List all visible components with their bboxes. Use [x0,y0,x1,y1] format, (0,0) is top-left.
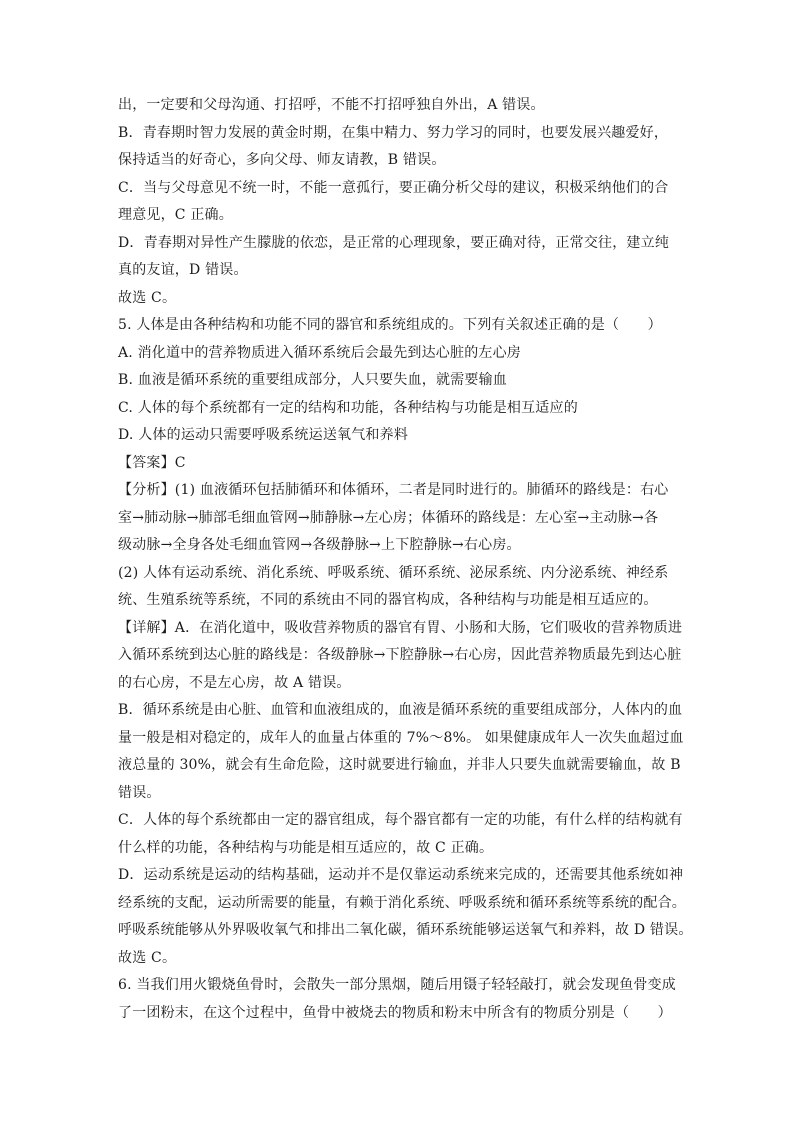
detail-line: C．人体的每个系统都由一定的器官组成，每个器官都有一定的功能，有什么样的结构就有 [118,812,683,828]
question-5-stem: 5. 人体是由各种结构和功能不同的器官和系统组成的。下列有关叙述正确的是（ ） [118,317,662,333]
detail-line: 什么样的功能，各种结构与功能是相互适应的，故 C 正确。 [118,839,494,856]
detail-line: 呼吸系统能够从外界吸收氧气和排出二氧化碳，循环系统能够运送氧气和养料，故 D 错误。 [118,922,693,938]
detail-line: D．运动系统是运动的结构基础，运动并不是仅靠运动系统来完成的，还需要其他系统如神 [118,867,684,883]
text-line: 理意见，C 正确。 [118,207,233,223]
text-line: B．青春期时智力发展的黄金时期，在集中精力、努力学习的同时，也要发展兴趣爱好， [118,124,669,141]
text-line: 出，一定要和父母沟通、打招呼，不能不打招呼独自外出，A 错误。 [118,97,545,113]
detail-line: 的右心房，不是左心房，故 A 错误。 [118,674,351,691]
analysis-line: 室→肺动脉→肺部毛细血管网→肺静脉→左心房；体循环的路线是：左心室→主动脉→各 [118,509,659,526]
text-line: C．当与父母意见不统一时，不能一意孤行，要正确分析父母的建议，积极采纳他们的合 [118,179,669,196]
question-5-option-d: D. 人体的运动只需要呼吸系统运送氧气和养料 [118,427,409,443]
analysis-line: 级动脉→全身各处毛细血管网→各级静脉→上下腔静脉→右心房。 [118,537,521,553]
detail-line: 错误。 [118,784,161,801]
text-line: 保持适当的好奇心，多向父母、师友请教，B 错误。 [118,152,446,168]
answer-line: 【答案】C [118,454,186,471]
text-line: D．青春期对异性产生朦胧的依恋，是正常的心理现象，要正确对待，正常交往，建立纯 [118,234,670,251]
text-line: 故选 C。 [118,289,177,306]
detail-line: 液总量的 30%，就会有生命危险，这时就要进行输血，并非人只要失血就需要输血，故 B [118,757,681,773]
question-6-stem: 6. 当我们用火锻烧鱼骨时，会散失一部分黑烟，随后用镊子轻轻敲打，就会发现鱼骨变成 [118,977,677,993]
detail-line: B．循环系统是由心脏、血管和血液组成的，血液是循环系统的重要组成部分，人体内的血 [118,702,683,718]
question-6-stem: 了一团粉末，在这个过程中，鱼骨中被烧去的物质和粉末中所含有的物质分别是（ ） [118,1004,672,1021]
detail-line: 入循环系统到达心脏的路线是：各级静脉→下腔静脉→右心房，因此营养物质最先到达心脏 [118,647,682,663]
document-body [118,92,696,1027]
question-5-option-a: A. 消化道中的营养物质进入循环系统后会最先到达心脏的左心房 [118,344,522,361]
text-line: 真的友谊，D 错误。 [118,262,248,278]
question-5-option-c: C. 人体的每个系统都有一定的结构和功能，各种结构与功能是相互适应的 [118,399,578,416]
detail-line: 【详解】A．在消化道中，吸收营养物质的器官有胃、小肠和大肠，它们吸收的营养物质进 [118,619,683,636]
detail-line: 经系统的支配，运动所需要的能量，有赖于消化系统、呼吸系统和循环系统等系统的配合。 [118,894,686,911]
analysis-line: (2) 人体有运动系统、消化系统、呼吸系统、循环系统、泌尿系统、内分泌系统、神经系 [118,564,669,581]
analysis-line: 统、生殖系统等系统，不同的系统由不同的器官构成，各种结构与功能是相互适应的。 [118,592,658,608]
detail-line: 量一般是相对稳定的，成年人的血量占体重的 7%～8%。 如果健康成年人一次失血超过血 [118,729,684,746]
question-5-option-b: B. 血液是循环系统的重要组成部分，人只要失血，就需要输血 [118,372,507,388]
text-line: 故选 C。 [118,949,177,966]
analysis-line: 【分析】(1) 血液循环包括肺循环和体循环，二者是同时进行的。肺循环的路线是：右心 [118,482,669,498]
